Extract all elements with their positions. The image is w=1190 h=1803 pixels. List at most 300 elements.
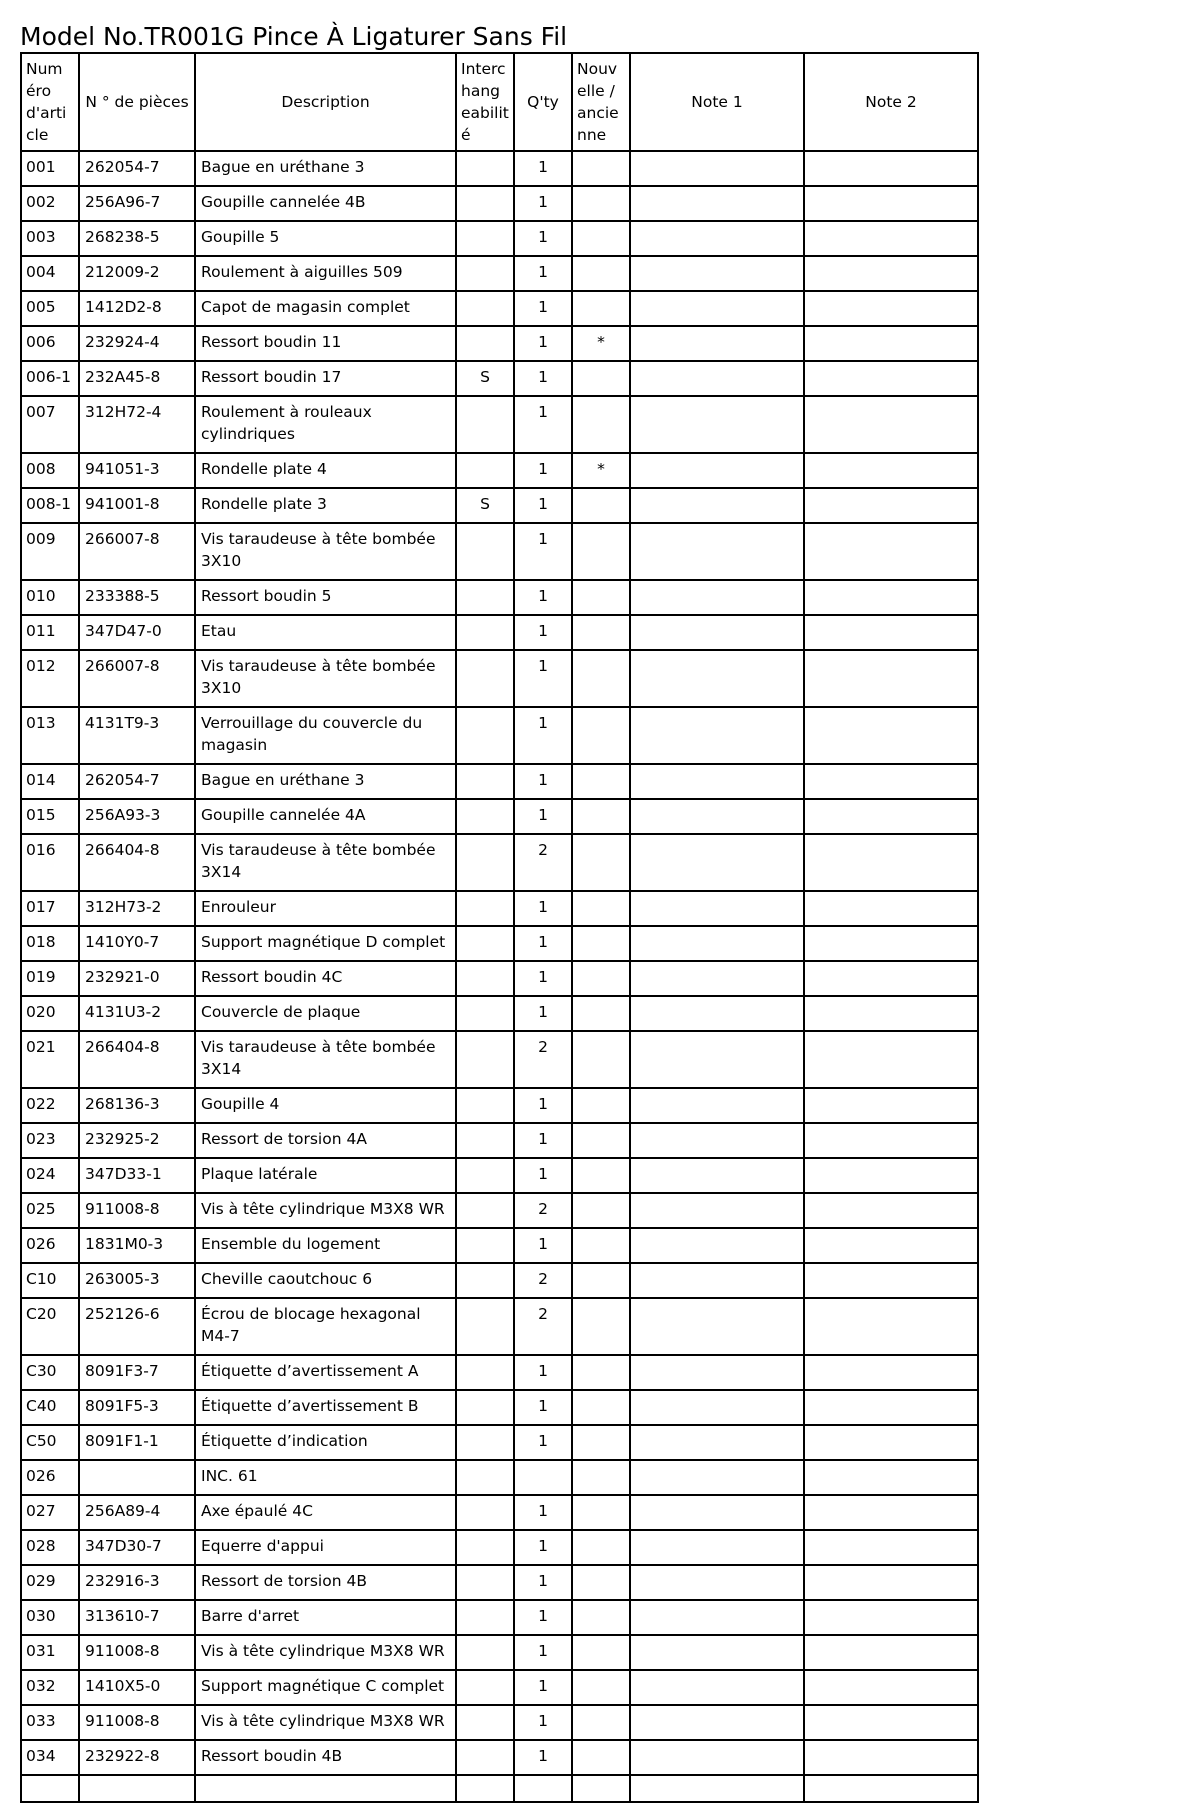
note-1-cell bbox=[630, 1565, 804, 1600]
note-2-cell bbox=[804, 523, 978, 580]
part-number-cell: 1831M0-3 bbox=[79, 1228, 195, 1263]
interchangeability-cell bbox=[456, 1635, 514, 1670]
note-1-cell bbox=[630, 1460, 804, 1495]
note-1-cell bbox=[630, 1088, 804, 1123]
new-old-cell: * bbox=[572, 453, 630, 488]
note-1-cell bbox=[630, 291, 804, 326]
description-cell: Roulement à aiguilles 509 bbox=[195, 256, 456, 291]
description-cell: Vis à tête cylindrique M3X8 WR bbox=[195, 1705, 456, 1740]
interchangeability-cell bbox=[456, 396, 514, 453]
table-row bbox=[21, 1740, 978, 1775]
description-cell: Rondelle plate 4 bbox=[195, 453, 456, 488]
note-1-cell bbox=[630, 1740, 804, 1775]
note-1-cell bbox=[630, 1495, 804, 1530]
part-number-cell: 911008-8 bbox=[79, 1635, 195, 1670]
item-number-cell: 034 bbox=[21, 1740, 79, 1775]
table-row bbox=[21, 453, 978, 488]
description-cell: Vis taraudeuse à tête bombée 3X10 bbox=[195, 523, 456, 580]
quantity-cell: 1 bbox=[514, 1355, 572, 1390]
note-1-cell bbox=[630, 396, 804, 453]
quantity-cell: 1 bbox=[514, 615, 572, 650]
note-1-cell bbox=[630, 1193, 804, 1228]
note-1-cell bbox=[630, 961, 804, 996]
item-number-cell: 014 bbox=[21, 764, 79, 799]
note-2-cell bbox=[804, 1600, 978, 1635]
description-cell: Ressort boudin 17 bbox=[195, 361, 456, 396]
note-2-cell bbox=[804, 326, 978, 361]
quantity-cell: 2 bbox=[514, 834, 572, 891]
empty-cell bbox=[21, 1775, 79, 1802]
table-row bbox=[21, 488, 978, 523]
description-cell: Ressort boudin 11 bbox=[195, 326, 456, 361]
table-row bbox=[21, 1670, 978, 1705]
part-number-cell: 941001-8 bbox=[79, 488, 195, 523]
table-row bbox=[21, 1425, 978, 1460]
quantity-cell: 1 bbox=[514, 707, 572, 764]
description-cell: Capot de magasin complet bbox=[195, 291, 456, 326]
quantity-cell: 1 bbox=[514, 1158, 572, 1193]
interchangeability-cell bbox=[456, 764, 514, 799]
header-description: Description bbox=[195, 53, 456, 151]
header-new-old: Nouvelle / ancienne bbox=[572, 53, 630, 151]
note-2-cell bbox=[804, 1740, 978, 1775]
quantity-cell: 1 bbox=[514, 453, 572, 488]
quantity-cell: 1 bbox=[514, 1425, 572, 1460]
quantity-cell: 1 bbox=[514, 1705, 572, 1740]
new-old-cell bbox=[572, 1158, 630, 1193]
quantity-cell: 1 bbox=[514, 291, 572, 326]
interchangeability-cell bbox=[456, 1565, 514, 1600]
quantity-cell: 1 bbox=[514, 1390, 572, 1425]
new-old-cell bbox=[572, 1355, 630, 1390]
description-cell: Couvercle de plaque bbox=[195, 996, 456, 1031]
item-number-cell: 005 bbox=[21, 291, 79, 326]
note-1-cell bbox=[630, 764, 804, 799]
item-number-cell: C20 bbox=[21, 1298, 79, 1355]
description-cell: Étiquette d’indication bbox=[195, 1425, 456, 1460]
part-number-cell: 232916-3 bbox=[79, 1565, 195, 1600]
new-old-cell bbox=[572, 396, 630, 453]
description-cell: Rondelle plate 3 bbox=[195, 488, 456, 523]
interchangeability-cell bbox=[456, 799, 514, 834]
quantity-cell: 1 bbox=[514, 523, 572, 580]
item-number-cell: 006 bbox=[21, 326, 79, 361]
note-2-cell bbox=[804, 151, 978, 186]
part-number-cell: 347D47-0 bbox=[79, 615, 195, 650]
note-2-cell bbox=[804, 1460, 978, 1495]
note-1-cell bbox=[630, 1425, 804, 1460]
description-cell: Cheville caoutchouc 6 bbox=[195, 1263, 456, 1298]
note-2-cell bbox=[804, 186, 978, 221]
description-cell: Goupille cannelée 4B bbox=[195, 186, 456, 221]
table-row bbox=[21, 1031, 978, 1088]
table-row bbox=[21, 1390, 978, 1425]
interchangeability-cell bbox=[456, 1298, 514, 1355]
note-2-cell bbox=[804, 396, 978, 453]
part-number-cell: 232924-4 bbox=[79, 326, 195, 361]
quantity-cell: 1 bbox=[514, 1228, 572, 1263]
note-1-cell bbox=[630, 891, 804, 926]
table-row bbox=[21, 1298, 978, 1355]
part-number-cell: 4131U3-2 bbox=[79, 996, 195, 1031]
table-row bbox=[21, 1705, 978, 1740]
interchangeability-cell bbox=[456, 615, 514, 650]
item-number-cell: 031 bbox=[21, 1635, 79, 1670]
new-old-cell bbox=[572, 151, 630, 186]
new-old-cell bbox=[572, 221, 630, 256]
empty-cell bbox=[804, 1775, 978, 1802]
table-row bbox=[21, 326, 978, 361]
description-cell: Vis à tête cylindrique M3X8 WR bbox=[195, 1193, 456, 1228]
note-2-cell bbox=[804, 1390, 978, 1425]
part-number-cell: 1410Y0-7 bbox=[79, 926, 195, 961]
quantity-cell: 1 bbox=[514, 799, 572, 834]
interchangeability-cell bbox=[456, 1530, 514, 1565]
description-cell: Vis à tête cylindrique M3X8 WR bbox=[195, 1635, 456, 1670]
note-1-cell bbox=[630, 650, 804, 707]
table-row bbox=[21, 396, 978, 453]
note-2-cell bbox=[804, 1228, 978, 1263]
note-2-cell bbox=[804, 834, 978, 891]
new-old-cell bbox=[572, 1263, 630, 1298]
new-old-cell bbox=[572, 1460, 630, 1495]
note-2-cell bbox=[804, 799, 978, 834]
page-title: Model No.TR001G Pince À Ligaturer Sans Fil bbox=[20, 22, 568, 51]
new-old-cell bbox=[572, 1088, 630, 1123]
note-2-cell bbox=[804, 1031, 978, 1088]
note-2-cell bbox=[804, 1123, 978, 1158]
table-row bbox=[21, 256, 978, 291]
item-number-cell: 012 bbox=[21, 650, 79, 707]
item-number-cell: 002 bbox=[21, 186, 79, 221]
new-old-cell bbox=[572, 996, 630, 1031]
interchangeability-cell bbox=[456, 256, 514, 291]
new-old-cell bbox=[572, 523, 630, 580]
table-row bbox=[21, 580, 978, 615]
interchangeability-cell bbox=[456, 1425, 514, 1460]
description-cell: Verrouillage du couvercle du magasin bbox=[195, 707, 456, 764]
interchangeability-cell bbox=[456, 151, 514, 186]
part-number-cell: 1412D2-8 bbox=[79, 291, 195, 326]
table-row bbox=[21, 1530, 978, 1565]
note-2-cell bbox=[804, 1088, 978, 1123]
new-old-cell bbox=[572, 615, 630, 650]
part-number-cell: 347D33-1 bbox=[79, 1158, 195, 1193]
table-row bbox=[21, 707, 978, 764]
part-number-cell: 266404-8 bbox=[79, 834, 195, 891]
part-number-cell: 266404-8 bbox=[79, 1031, 195, 1088]
table-row bbox=[21, 650, 978, 707]
note-2-cell bbox=[804, 1705, 978, 1740]
part-number-cell: 312H73-2 bbox=[79, 891, 195, 926]
item-number-cell: 021 bbox=[21, 1031, 79, 1088]
interchangeability-cell bbox=[456, 1495, 514, 1530]
note-1-cell bbox=[630, 1600, 804, 1635]
quantity-cell: 1 bbox=[514, 891, 572, 926]
quantity-cell: 1 bbox=[514, 186, 572, 221]
interchangeability-cell bbox=[456, 1193, 514, 1228]
interchangeability-cell bbox=[456, 1031, 514, 1088]
item-number-cell: 029 bbox=[21, 1565, 79, 1600]
description-cell: Goupille cannelée 4A bbox=[195, 799, 456, 834]
header-qty: Q'ty bbox=[514, 53, 572, 151]
part-number-cell: 256A89-4 bbox=[79, 1495, 195, 1530]
table-row bbox=[21, 523, 978, 580]
description-cell: INC. 61 bbox=[195, 1460, 456, 1495]
item-number-cell: 008 bbox=[21, 453, 79, 488]
item-number-cell: 011 bbox=[21, 615, 79, 650]
item-number-cell: 025 bbox=[21, 1193, 79, 1228]
part-number-cell: 8091F1-1 bbox=[79, 1425, 195, 1460]
note-2-cell bbox=[804, 256, 978, 291]
quantity-cell: 1 bbox=[514, 996, 572, 1031]
note-2-cell bbox=[804, 1158, 978, 1193]
item-number-cell: 016 bbox=[21, 834, 79, 891]
description-cell: Roulement à rouleaux cylindriques bbox=[195, 396, 456, 453]
part-number-cell: 268136-3 bbox=[79, 1088, 195, 1123]
part-number-cell: 266007-8 bbox=[79, 650, 195, 707]
quantity-cell: 1 bbox=[514, 326, 572, 361]
note-1-cell bbox=[630, 361, 804, 396]
new-old-cell bbox=[572, 1123, 630, 1158]
quantity-cell: 2 bbox=[514, 1193, 572, 1228]
note-1-cell bbox=[630, 186, 804, 221]
quantity-cell: 1 bbox=[514, 396, 572, 453]
new-old-cell bbox=[572, 1298, 630, 1355]
note-1-cell bbox=[630, 1158, 804, 1193]
table-row bbox=[21, 1088, 978, 1123]
quantity-cell: 1 bbox=[514, 580, 572, 615]
interchangeability-cell bbox=[456, 1263, 514, 1298]
interchangeability-cell bbox=[456, 1460, 514, 1495]
description-cell: Étiquette d’avertissement B bbox=[195, 1390, 456, 1425]
quantity-cell: 1 bbox=[514, 1670, 572, 1705]
note-2-cell bbox=[804, 453, 978, 488]
item-number-cell: 018 bbox=[21, 926, 79, 961]
quantity-cell: 1 bbox=[514, 1530, 572, 1565]
item-number-cell: 001 bbox=[21, 151, 79, 186]
note-1-cell bbox=[630, 834, 804, 891]
interchangeability-cell bbox=[456, 291, 514, 326]
item-number-cell: 007 bbox=[21, 396, 79, 453]
interchangeability-cell bbox=[456, 453, 514, 488]
note-2-cell bbox=[804, 291, 978, 326]
part-number-cell: 262054-7 bbox=[79, 151, 195, 186]
description-cell: Ressort boudin 4B bbox=[195, 1740, 456, 1775]
description-cell: Axe épaulé 4C bbox=[195, 1495, 456, 1530]
note-2-cell bbox=[804, 996, 978, 1031]
description-cell: Support magnétique D complet bbox=[195, 926, 456, 961]
part-number-cell: 911008-8 bbox=[79, 1193, 195, 1228]
description-cell: Bague en uréthane 3 bbox=[195, 764, 456, 799]
header-note-1: Note 1 bbox=[630, 53, 804, 151]
note-1-cell bbox=[630, 488, 804, 523]
new-old-cell bbox=[572, 361, 630, 396]
description-cell: Bague en uréthane 3 bbox=[195, 151, 456, 186]
item-number-cell: 015 bbox=[21, 799, 79, 834]
table-row bbox=[21, 1123, 978, 1158]
interchangeability-cell bbox=[456, 1390, 514, 1425]
new-old-cell bbox=[572, 1495, 630, 1530]
table-row bbox=[21, 291, 978, 326]
description-cell: Vis taraudeuse à tête bombée 3X14 bbox=[195, 834, 456, 891]
table-row bbox=[21, 996, 978, 1031]
note-1-cell bbox=[630, 1123, 804, 1158]
note-2-cell bbox=[804, 1193, 978, 1228]
table-row bbox=[21, 1600, 978, 1635]
item-number-cell: 004 bbox=[21, 256, 79, 291]
part-number-cell bbox=[79, 1460, 195, 1495]
note-1-cell bbox=[630, 151, 804, 186]
header-interchangeability: Interchangeabilité bbox=[456, 53, 514, 151]
new-old-cell bbox=[572, 926, 630, 961]
empty-cell bbox=[572, 1775, 630, 1802]
new-old-cell bbox=[572, 291, 630, 326]
interchangeability-cell bbox=[456, 996, 514, 1031]
note-1-cell bbox=[630, 1635, 804, 1670]
quantity-cell: 2 bbox=[514, 1298, 572, 1355]
new-old-cell bbox=[572, 580, 630, 615]
empty-cell bbox=[630, 1775, 804, 1802]
new-old-cell bbox=[572, 186, 630, 221]
item-number-cell: 017 bbox=[21, 891, 79, 926]
table-row bbox=[21, 1228, 978, 1263]
part-number-cell: 347D30-7 bbox=[79, 1530, 195, 1565]
note-2-cell bbox=[804, 1495, 978, 1530]
table-row bbox=[21, 1495, 978, 1530]
note-1-cell bbox=[630, 1670, 804, 1705]
note-1-cell bbox=[630, 615, 804, 650]
new-old-cell bbox=[572, 1530, 630, 1565]
new-old-cell: * bbox=[572, 326, 630, 361]
description-cell: Barre d'arret bbox=[195, 1600, 456, 1635]
new-old-cell bbox=[572, 1193, 630, 1228]
part-number-cell: 8091F5-3 bbox=[79, 1390, 195, 1425]
quantity-cell: 1 bbox=[514, 1123, 572, 1158]
item-number-cell: 024 bbox=[21, 1158, 79, 1193]
interchangeability-cell bbox=[456, 523, 514, 580]
note-2-cell bbox=[804, 221, 978, 256]
note-1-cell bbox=[630, 326, 804, 361]
empty-cell bbox=[195, 1775, 456, 1802]
table-row bbox=[21, 1355, 978, 1390]
note-2-cell bbox=[804, 1530, 978, 1565]
item-number-cell: C30 bbox=[21, 1355, 79, 1390]
interchangeability-cell: S bbox=[456, 488, 514, 523]
part-number-cell: 212009-2 bbox=[79, 256, 195, 291]
part-number-cell: 266007-8 bbox=[79, 523, 195, 580]
item-number-cell: 028 bbox=[21, 1530, 79, 1565]
item-number-cell: 026 bbox=[21, 1460, 79, 1495]
note-2-cell bbox=[804, 488, 978, 523]
table-row bbox=[21, 361, 978, 396]
note-2-cell bbox=[804, 650, 978, 707]
interchangeability-cell bbox=[456, 580, 514, 615]
new-old-cell bbox=[572, 1635, 630, 1670]
note-1-cell bbox=[630, 1530, 804, 1565]
note-1-cell bbox=[630, 1390, 804, 1425]
note-2-cell bbox=[804, 926, 978, 961]
quantity-cell: 1 bbox=[514, 1088, 572, 1123]
item-number-cell: 023 bbox=[21, 1123, 79, 1158]
description-cell: Vis taraudeuse à tête bombée 3X14 bbox=[195, 1031, 456, 1088]
new-old-cell bbox=[572, 1740, 630, 1775]
note-1-cell bbox=[630, 453, 804, 488]
part-number-cell: 911008-8 bbox=[79, 1705, 195, 1740]
table-row bbox=[21, 1158, 978, 1193]
item-number-cell: 030 bbox=[21, 1600, 79, 1635]
note-2-cell bbox=[804, 707, 978, 764]
item-number-cell: 013 bbox=[21, 707, 79, 764]
description-cell: Ensemble du logement bbox=[195, 1228, 456, 1263]
note-2-cell bbox=[804, 1298, 978, 1355]
new-old-cell bbox=[572, 891, 630, 926]
part-number-cell: 233388-5 bbox=[79, 580, 195, 615]
new-old-cell bbox=[572, 1705, 630, 1740]
note-2-cell bbox=[804, 1425, 978, 1460]
table-row bbox=[21, 961, 978, 996]
new-old-cell bbox=[572, 834, 630, 891]
description-cell: Étiquette d’avertissement A bbox=[195, 1355, 456, 1390]
description-cell: Ressort boudin 4C bbox=[195, 961, 456, 996]
interchangeability-cell bbox=[456, 326, 514, 361]
description-cell: Goupille 5 bbox=[195, 221, 456, 256]
quantity-cell: 1 bbox=[514, 256, 572, 291]
description-cell: Ressort de torsion 4A bbox=[195, 1123, 456, 1158]
part-number-cell: 262054-7 bbox=[79, 764, 195, 799]
interchangeability-cell bbox=[456, 1600, 514, 1635]
quantity-cell: 1 bbox=[514, 764, 572, 799]
new-old-cell bbox=[572, 1600, 630, 1635]
note-2-cell bbox=[804, 1670, 978, 1705]
note-1-cell bbox=[630, 1031, 804, 1088]
quantity-cell: 1 bbox=[514, 1635, 572, 1670]
new-old-cell bbox=[572, 650, 630, 707]
header-note-2: Note 2 bbox=[804, 53, 978, 151]
quantity-cell: 1 bbox=[514, 1495, 572, 1530]
quantity-cell: 1 bbox=[514, 961, 572, 996]
part-number-cell: 232A45-8 bbox=[79, 361, 195, 396]
note-1-cell bbox=[630, 707, 804, 764]
part-number-cell: 313610-7 bbox=[79, 1600, 195, 1635]
table-row bbox=[21, 1193, 978, 1228]
note-2-cell bbox=[804, 580, 978, 615]
part-number-cell: 232925-2 bbox=[79, 1123, 195, 1158]
interchangeability-cell bbox=[456, 1705, 514, 1740]
table-row bbox=[21, 1635, 978, 1670]
new-old-cell bbox=[572, 799, 630, 834]
new-old-cell bbox=[572, 764, 630, 799]
interchangeability-cell bbox=[456, 221, 514, 256]
interchangeability-cell bbox=[456, 1158, 514, 1193]
table-row bbox=[21, 151, 978, 186]
part-number-cell: 312H72-4 bbox=[79, 396, 195, 453]
note-1-cell bbox=[630, 580, 804, 615]
interchangeability-cell bbox=[456, 961, 514, 996]
description-cell: Etau bbox=[195, 615, 456, 650]
interchangeability-cell bbox=[456, 1355, 514, 1390]
new-old-cell bbox=[572, 707, 630, 764]
parts-table bbox=[20, 52, 979, 1803]
table-header-row bbox=[21, 53, 978, 151]
table-row bbox=[21, 1263, 978, 1298]
quantity-cell: 2 bbox=[514, 1263, 572, 1298]
note-2-cell bbox=[804, 961, 978, 996]
table-row bbox=[21, 834, 978, 891]
table-row bbox=[21, 891, 978, 926]
description-cell: Écrou de blocage hexagonal M4-7 bbox=[195, 1298, 456, 1355]
part-number-cell: 256A96-7 bbox=[79, 186, 195, 221]
